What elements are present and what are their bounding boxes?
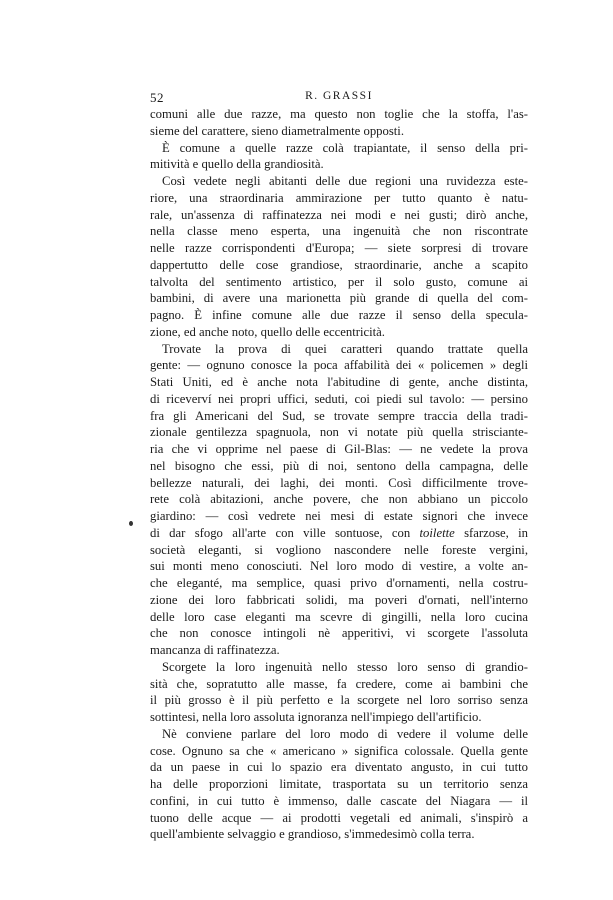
text-line: che eleganté, ma semplice, quasi privo d'ornamenti, nella costru-: [150, 576, 528, 590]
text-line: rete colà abitazioni, anche povere, che non abbiano un piccolo: [150, 492, 528, 507]
text-line: È comune a quelle razze colà trapiantate, il senso della pri-: [162, 140, 528, 155]
running-head: [150, 90, 528, 106]
text-line: sui monti meno conosciuti. Nel loro modo di vestire, a volte an-: [150, 559, 528, 574]
text-line: zione dei loro fabbricati solidi, ma poveri d'ornati, nell'interno: [150, 592, 528, 607]
text-line: dappertutto delle cose grandiose, straordinarie, anche a scapito: [150, 257, 528, 272]
paragraph: [150, 726, 528, 843]
page-number: 52: [150, 90, 164, 105]
italic-word: toilette: [419, 525, 455, 540]
text-line: giardino: — così vedrete nei mesi di estate signori che invece: [150, 509, 528, 523]
paragraph: [150, 341, 528, 659]
text-line: sieme del carattere, sieno diametralmente opposti.: [150, 123, 405, 138]
paragraph: [150, 173, 528, 341]
text-line: Scorgete la loro ingenuità nello stesso loro senso di grandio-: [162, 659, 528, 674]
text-line: da un paese in cui lo spazio era diventato angusto, in cui tutto: [150, 760, 528, 775]
text-line: confini, in cui tutto è immenso, dalle cascate del Niagara — il: [150, 793, 528, 808]
text-line: zionale gentilezza spagnuola, non vi notate più quella strisciante-: [150, 425, 528, 440]
text-line: di riceverví nei propri uffici, seduti, coi piedi sul tavolo: — persino: [150, 391, 528, 406]
text-line: Nè conviene parlare del loro modo di vedere il volume delle: [162, 726, 528, 741]
text-line: riore, una straordinaria ammirazione per tutto quanto è natu-: [150, 190, 528, 205]
text-line: nel bisogno che essi, più di noi, sentono della campagna, delle: [150, 458, 528, 473]
running-head-author: R. GRASSI: [305, 90, 373, 102]
margin-ink-mark: [129, 521, 133, 526]
text-line: sità che, sopratutto alle masse, fa credere, come ai bambini che: [150, 676, 528, 691]
text-line: di dar sfogo all'arte con ville sontuose, con toilette sfarzose, in: [150, 525, 528, 540]
text-line: sottintesi, nella loro assoluta ignoranza nell'impiego dell'artificio.: [150, 710, 482, 724]
text-line: delle loro case eleganti ma scevre di gingilli, nella loro cucina: [150, 609, 528, 624]
text-line: tuono delle acque — ai prodotti vegetali ed animali, s'inspirò a: [150, 810, 528, 825]
text-line: ha delle proporzioni limitate, trasportata su un territorio senza: [150, 777, 528, 791]
paragraph: [150, 659, 528, 726]
text-line: mitività e quello della grandiosità.: [150, 157, 324, 172]
book-page: [150, 90, 528, 843]
text-line: gente: — ognuno conosce la poca affabilità dei « policemen » degli: [150, 358, 528, 373]
text-line: quell'ambiente selvaggio e grandioso, s'immedesimò colla terra.: [150, 827, 475, 842]
text-line: comuni alle due razze, ma questo non toglie che la stoffa, l'as-: [150, 107, 528, 121]
text-line: Trovate la prova di quei caratteri quando trattate quella: [162, 341, 528, 356]
text-line: nelle razze corrispondenti d'Europa; — siete sorpresi di trovare: [150, 241, 528, 255]
text-line: zione, ed anche noto, quello delle eccentricità.: [150, 324, 385, 339]
text-line: pagno. È infine comune alle due razze il senso della specula-: [150, 308, 528, 322]
paragraph: [150, 140, 528, 174]
text-line: ria che vi opprime nel paese di Gil-Blas: — ne vedete la prova: [150, 442, 528, 456]
paragraph: [150, 106, 528, 140]
text-line: cose. Ognuno sa che « americano » significa colossale. Quella gente: [150, 743, 528, 758]
text-line: il più grosso è il più perfetto e la scorgete nel loro sorriso senza: [150, 693, 528, 708]
text-line: bambini, di avere una marionetta più grande di quella del com-: [150, 291, 528, 306]
text-line: talvolta del sentimento artistico, per il solo gusto, comune ai: [150, 274, 528, 289]
text-line: bellezze naturali, dei laghi, dei monti. Così difficilmente trove-: [150, 475, 528, 490]
text-line: nella classe meno esperta, una ingenuità che non riscontrate: [150, 224, 528, 239]
text-line: mancanza di raffinatezza.: [150, 643, 280, 657]
text-line: Stati Uniti, ed è anche nota l'abitudine di gente, anche distinta,: [150, 375, 528, 389]
text-line: Così vedete negli abitanti delle due regioni una ruvidezza este-: [162, 174, 528, 188]
text-line: società eleganti, si vogliono nascondere nelle foreste vergini,: [150, 542, 528, 557]
text-line: che non conosce intingoli nè apperitivi, vi scorgete l'assoluta: [150, 626, 528, 641]
body-text: [150, 106, 528, 843]
text-line: rale, un'assenza di raffinatezza nei modi e nei gusti; dirò anche,: [150, 207, 528, 222]
text-line: fra gli Americani del Sud, se trovate sempre traccia della tradi-: [150, 408, 528, 423]
